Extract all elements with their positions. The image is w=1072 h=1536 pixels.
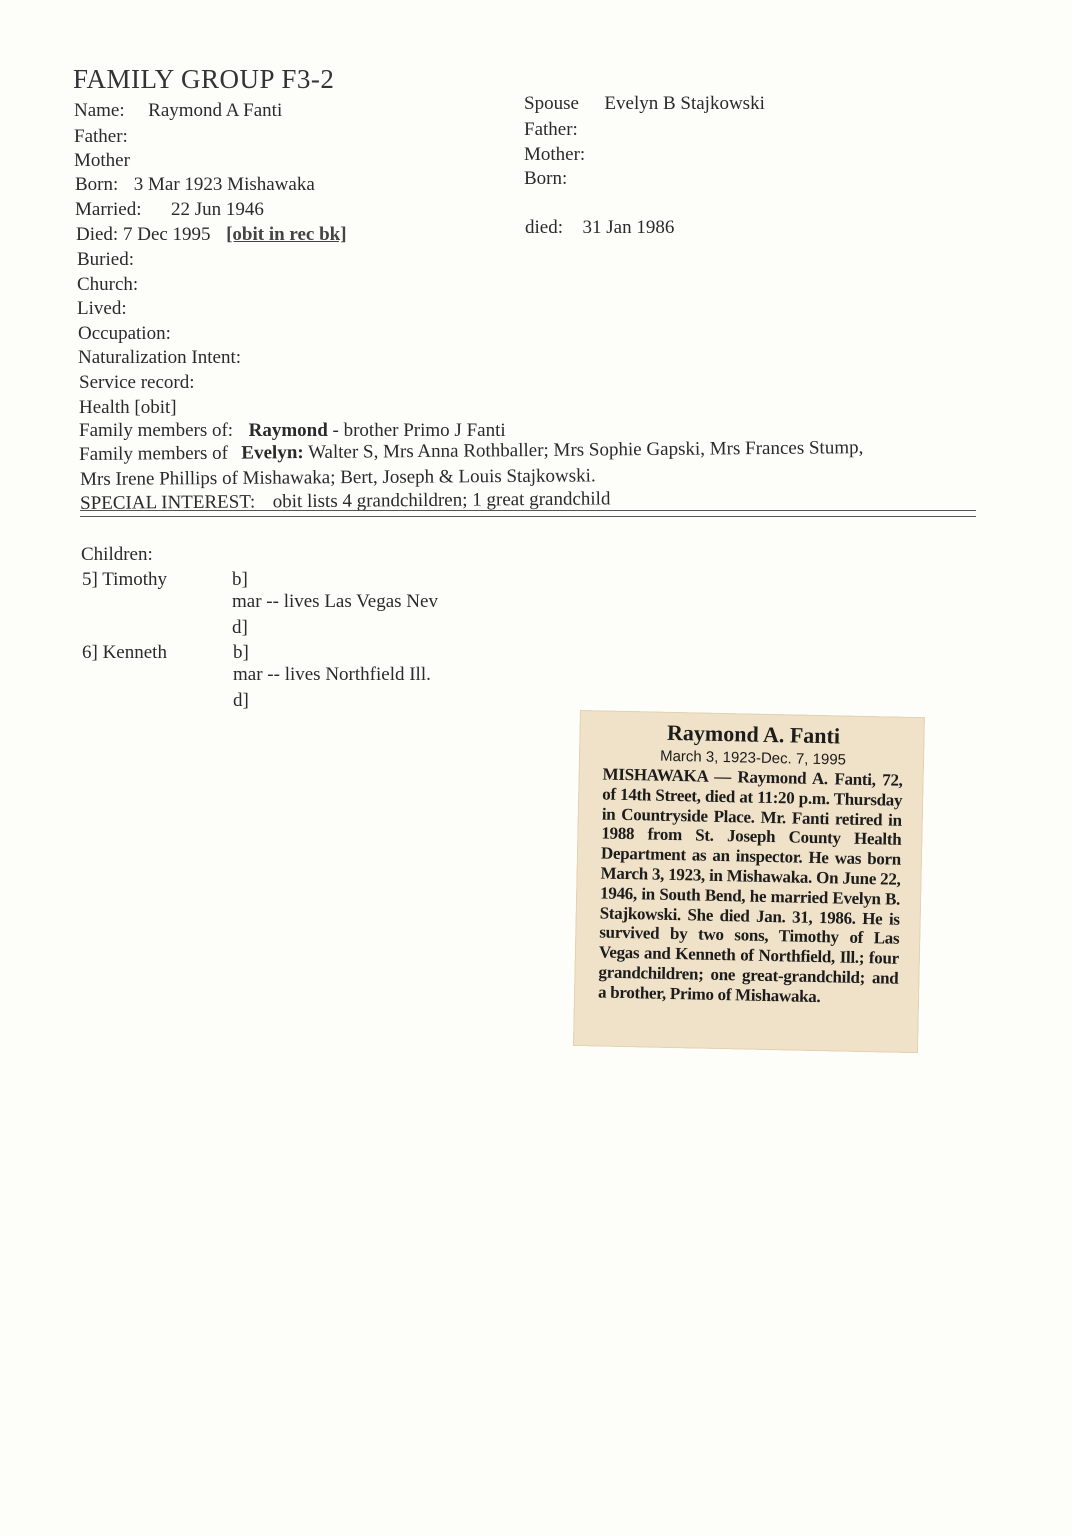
raymond-family-row (79, 421, 506, 440)
double-divider (80, 510, 976, 517)
evelyn-family-text: Walter S, Mrs Anna Rothballer; Mrs Sophie Gapski, Mrs Frances Stump, (307, 437, 864, 464)
mother-label: Mother (74, 150, 130, 171)
spouse-died-row (525, 218, 674, 237)
child-died: d] (232, 617, 248, 638)
child-name: 5] Timothy (82, 569, 168, 590)
raymond-family-label: Family members of: (79, 420, 234, 441)
special-interest-label: SPECIAL INTEREST: (79, 491, 256, 514)
obituary-clipping (573, 710, 925, 1053)
name-label: Name: (74, 100, 125, 121)
spouse-name: Evelyn B Stajkowski (604, 93, 765, 114)
child-marriage: mar -- lives Las Vegas Nev (232, 591, 438, 612)
child-died: d] (233, 690, 249, 711)
child-born: b] (232, 569, 248, 590)
obit-reference: [obit in rec bk] (226, 224, 347, 245)
clipping-dates: March 3, 1923-Dec. 7, 1995 (659, 747, 847, 769)
child-marriage: mar -- lives Northfield Ill. (233, 664, 431, 685)
page-title: FAMILY GROUP F3-2 (73, 64, 335, 94)
service-record-label: Service record: (79, 372, 195, 393)
raymond-family-name: Raymond (248, 420, 328, 441)
born-value: 3 Mar 1923 Mishawaka (133, 174, 315, 195)
health-label: Health [obit] (79, 397, 177, 418)
child-name: 6] Kenneth (82, 642, 167, 663)
special-interest-text: obit lists 4 grandchildren; 1 great grandchild (272, 488, 611, 513)
married-row (75, 200, 264, 219)
buried-label: Buried: (77, 249, 134, 270)
naturalization-label: Naturalization Intent: (78, 347, 242, 368)
child-born: b] (233, 642, 249, 663)
clipping-body: MISHAWAKA — Raymond A. Fanti, 72, of 14th Street, died at 11:20 p.m. Thursday in Countryside Place. Mr. Fanti retired in 1988 from St. Joseph County Health Department as an inspector. He was born March 3, 1923, in Mishawaka. On June 22, 1946, in South Bend, he married Evelyn B. Stajkowski. She died Jan. 31, 1986. He is survived by two sons, Timothy of Las Vegas and Kenneth of Northfield, Ill.; four grandchildren; one great-grandchild; and a brother, Primo of Mishawaka. (597, 764, 903, 1006)
occupation-label: Occupation: (78, 323, 171, 344)
evelyn-family-row (79, 438, 863, 464)
spouse-father-label: Father: (524, 119, 578, 140)
evelyn-family-label: Family members of (78, 442, 228, 465)
married-value: 22 Jun 1946 (170, 199, 264, 220)
name-row (74, 101, 282, 120)
father-label: Father: (74, 126, 128, 147)
married-label: Married: (75, 199, 142, 220)
clipping-title: Raymond A. Fanti (666, 719, 841, 749)
evelyn-family-name: Evelyn: (241, 442, 304, 464)
spouse-mother-label: Mother: (524, 144, 586, 165)
children-label: Children: (81, 544, 153, 565)
spouse-row (524, 94, 765, 113)
evelyn-family-text-2: Mrs Irene Phillips of Mishawaka; Bert, Joseph & Louis Stajkowski. (79, 465, 596, 490)
spouse-died-label: died: (525, 217, 563, 238)
born-row (75, 175, 315, 194)
died-label: Died: (76, 224, 119, 245)
spouse-label: Spouse (524, 93, 579, 114)
spouse-died-value: 31 Jan 1986 (582, 217, 675, 238)
died-row (76, 225, 347, 244)
church-label: Church: (77, 274, 139, 295)
raymond-family-text: - brother Primo J Fanti (332, 420, 506, 441)
spouse-born-label: Born: (524, 168, 568, 189)
born-label: Born: (75, 174, 119, 195)
died-value: 7 Dec 1995 (122, 224, 211, 245)
lived-label: Lived: (77, 298, 127, 319)
person-name: Raymond A Fanti (148, 100, 283, 121)
